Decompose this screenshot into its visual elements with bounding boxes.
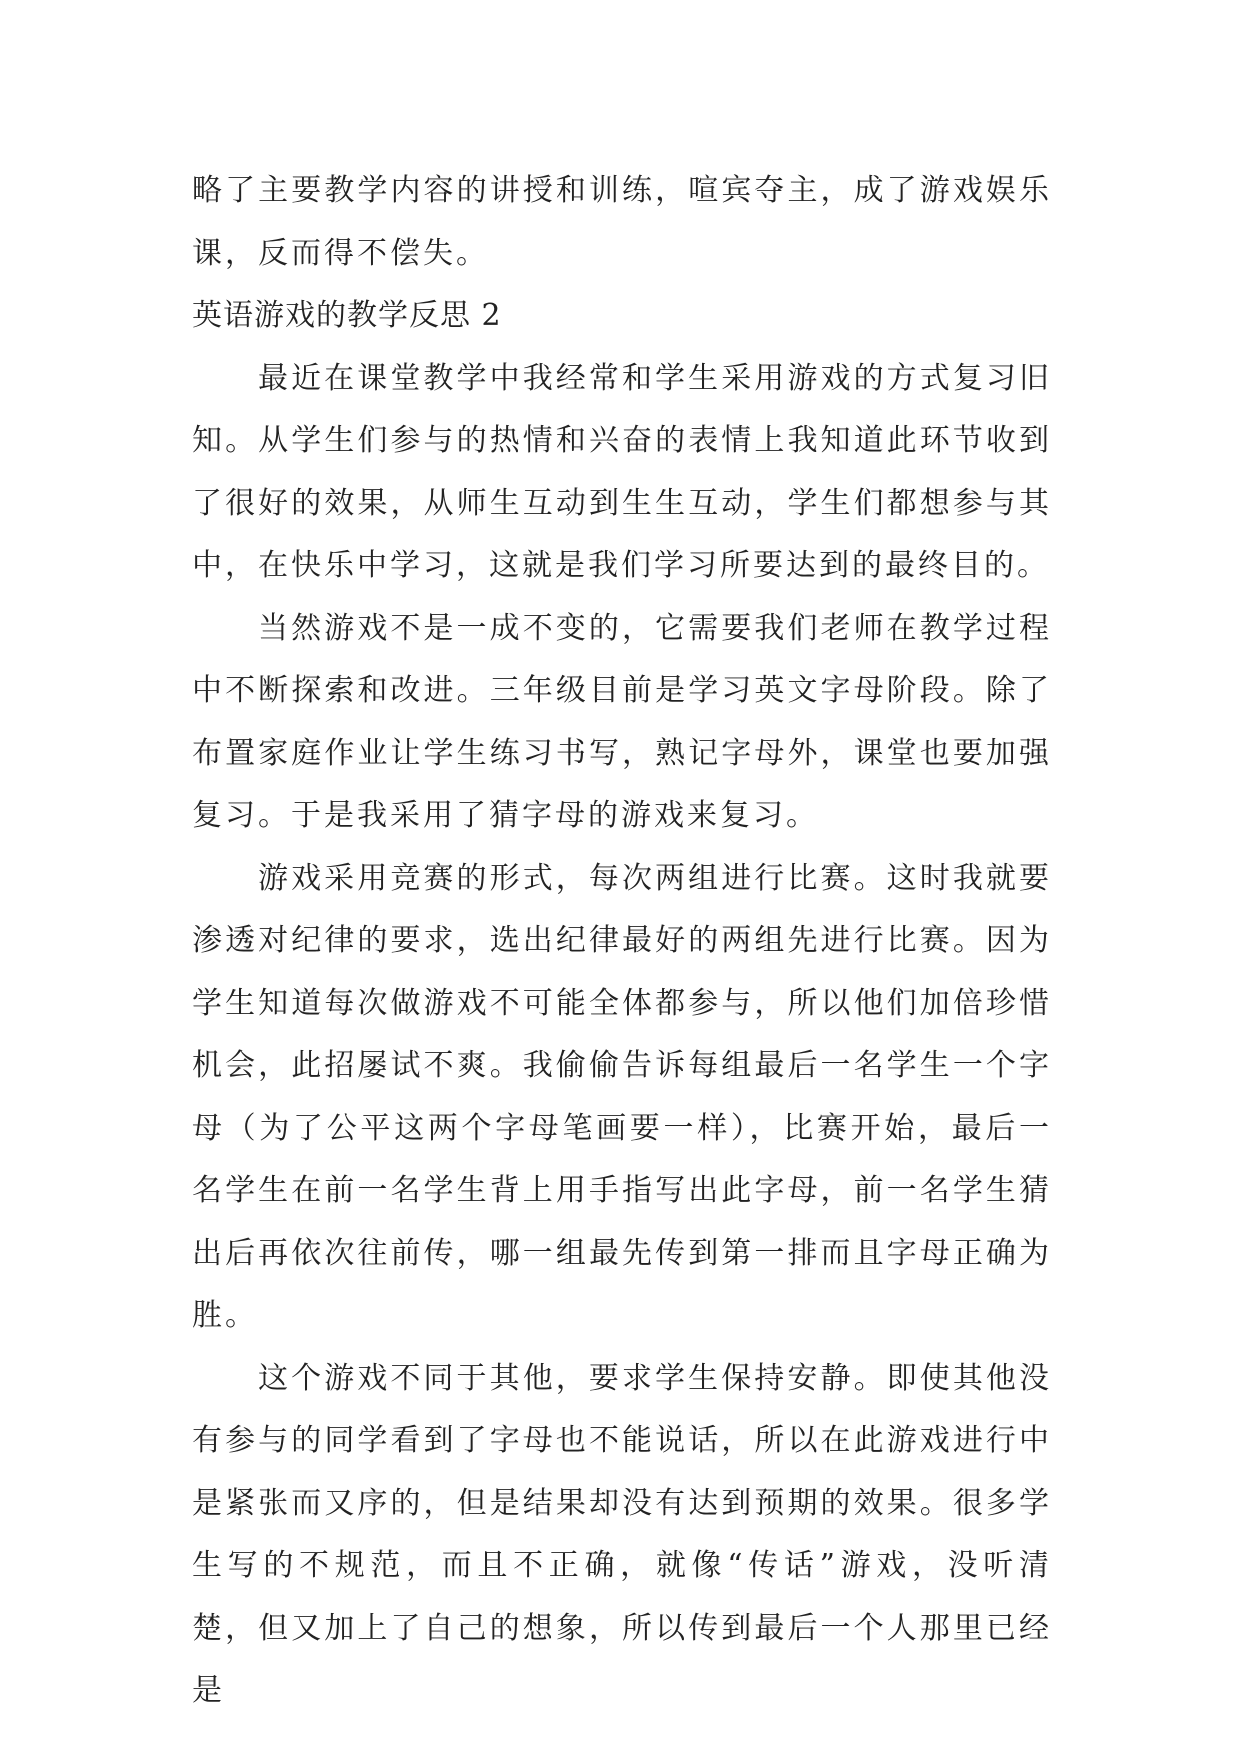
body-paragraph-2: 当然游戏不是一成不变的，它需要我们老师在教学过程中不断探索和改进。三年级目前是学习英文字母阶段。除了布置家庭作业让学生练习书写，熟记字母外，课堂也要加强复习。于是我采用了猜字母的游戏来复习。 — [192, 610, 1052, 833]
continuation-paragraph: 略了主要教学内容的讲授和训练，喧宾夺主，成了游戏娱乐课，反而得不偿失。 — [192, 173, 1052, 271]
section-title: 英语游戏的教学反思 2 — [192, 298, 502, 333]
body-paragraph-1: 最近在课堂教学中我经常和学生采用游戏的方式复习旧知。从学生们参与的热情和兴奋的表情上我知道此环节收到了很好的效果，从师生互动到生生互动，学生们都想参与其中，在快乐中学习，这就是我们学习所要达到的最终目的。 — [192, 360, 1052, 583]
body-paragraph-4: 这个游戏不同于其他，要求学生保持安静。即使其他没有参与的同学看到了字母也不能说话，所以在此游戏进行中是紧张而又序的，但是结果却没有达到预期的效果。很多学生写的不规范，而且不正确，就像“传话”游戏，没听清楚，但又加上了自己的想象，所以传到最后一个人那里已经是 — [192, 1360, 1052, 1708]
body-paragraph-3: 游戏采用竞赛的形式，每次两组进行比赛。这时我就要渗透对纪律的要求，选出纪律最好的两组先进行比赛。因为学生知道每次做游戏不可能全体都参与，所以他们加倍珍惜机会，此招屡试不爽。我偷偷告诉每组最后一名学生一个字母（为了公平这两个字母笔画要一样），比赛开始，最后一名学生在前一名学生背上用手指写出此字母，前一名学生猜出后再依次往前传，哪一组最先传到第一排而且字母正确为胜。 — [192, 860, 1052, 1333]
document-page — [192, 160, 1052, 1723]
